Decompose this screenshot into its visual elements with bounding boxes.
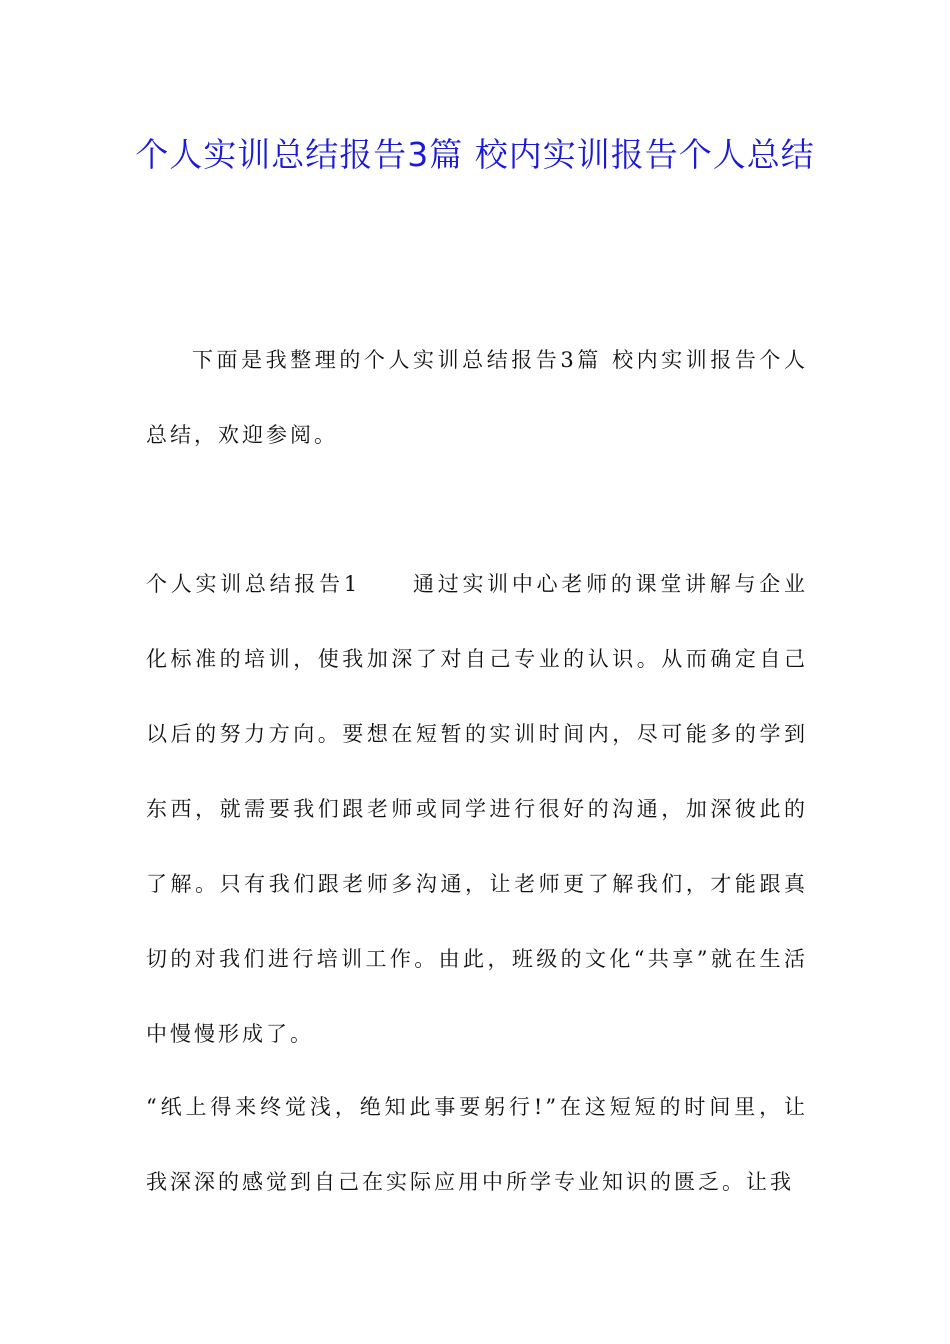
paragraph-2: “纸上得来终觉浅，绝知此事要躬行!”在这短短的时间里，让我深深的感觉到自己在实际应用中所学专业知识的匮乏。让我 — [146, 1095, 808, 1194]
section-1-text: 通过实训中心老师的课堂讲解与企业化标准的培训，使我加深了对自己专业的认识。从而确定自己以后的努力方向。要想在短暂的实训时间内，尽可能多的学到东西，就需要我们跟老师或同学进行很好的沟通，加深彼此的了解。只有我们跟老师多沟通，让老师更了解我们，才能跟真切的对我们进行培训工作。由此，班级的文化“共享”就在生活中慢慢形成了。 — [146, 572, 808, 1046]
document-title: 个人实训总结报告3篇 校内实训报告个人总结 — [135, 135, 815, 174]
section-1-paragraph — [146, 547, 808, 1072]
intro-paragraph: 下面是我整理的个人实训总结报告3篇 校内实训报告个人总结，欢迎参阅。 — [146, 348, 808, 447]
section-1-label: 个人实训总结报告1 — [146, 572, 361, 596]
